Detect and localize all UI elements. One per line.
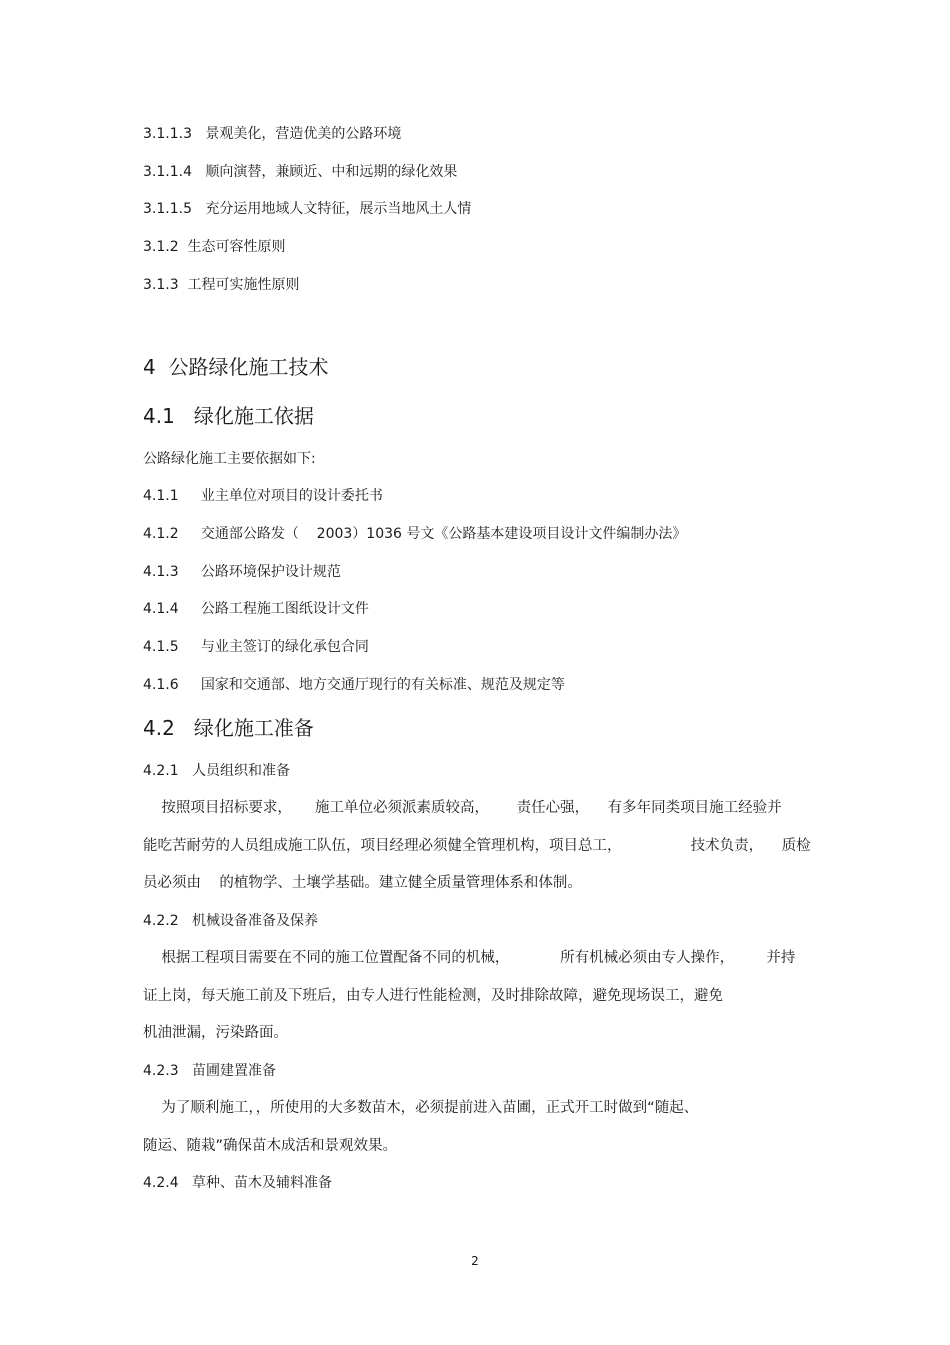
paragraph-line: 按照项目招标要求， 施工单位必须派素质较高， 责任心强， 有多年同类项目施工经验并 [143,800,782,816]
paragraph-line: 根据工程项目需要在不同的施工位置配备不同的机械， 所有机械必须由专人操作， 并持 [143,950,796,966]
list-item-4-1-1: 4.1.1 业主单位对项目的设计委托书 [143,488,383,504]
chapter-4-title: 4 公路绿化施工技术 [143,355,329,379]
heading-3-1-1-5: 3.1.1.5 充分运用地域人文特征，展示当地风土人情 [143,201,472,217]
list-item-4-1-4: 4.1.4 公路工程施工图纸设计文件 [143,601,369,617]
subsection-4-2-3-title: 4.2.3 苗圃建置准备 [143,1063,276,1079]
heading-3-1-3: 3.1.3 工程可实施性原则 [143,277,300,293]
section-4-1-title: 4.1 绿化施工依据 [143,404,314,428]
section-4-1-intro: 公路绿化施工主要依据如下: [143,451,316,467]
page-number: 2 [471,1254,479,1268]
list-item-4-1-6: 4.1.6 国家和交通部、地方交通厅现行的有关标准、规范及规定等 [143,677,565,693]
paragraph-line: 员必须由 的植物学、土壤学基础。建立健全质量管理体系和体制。 [143,875,582,891]
paragraph-line: 能吃苦耐劳的人员组成施工队伍，项目经理必须健全管理机构，项目总工， 技术负责， 质检 [143,838,811,854]
subsection-4-2-1-title: 4.2.1 人员组织和准备 [143,763,290,779]
subsection-4-2-4-title: 4.2.4 草种、苗木及辅料准备 [143,1175,332,1191]
paragraph-line: 机油泄漏，污染路面。 [143,1025,288,1041]
paragraph-line: 为了顺利施工，，所使用的大多数苗木，必须提前进入苗圃，正式开工时做到“随起、 [143,1100,699,1116]
heading-3-1-1-4: 3.1.1.4 顺向演替，兼顾近、中和远期的绿化效果 [143,164,458,180]
paragraph-line: 随运、随栽”确保苗木成活和景观效果。 [143,1138,398,1154]
paragraph-line: 证上岗，每天施工前及下班后，由专人进行性能检测，及时排除故障，避免现场误工，避免 [143,988,723,1004]
list-item-4-1-5: 4.1.5 与业主签订的绿化承包合同 [143,639,369,655]
list-item-4-1-2: 4.1.2 交通部公路发（ 2003）1036 号文《公路基本建设项目设计文件编制办法》 [143,526,687,542]
heading-3-1-1-3: 3.1.1.3 景观美化，营造优美的公路环境 [143,126,402,142]
heading-3-1-2: 3.1.2 生态可容性原则 [143,239,286,255]
subsection-4-2-2-title: 4.2.2 机械设备准备及保养 [143,913,318,929]
list-item-4-1-3: 4.1.3 公路环境保护设计规范 [143,564,341,580]
section-4-2-title: 4.2 绿化施工准备 [143,716,314,740]
